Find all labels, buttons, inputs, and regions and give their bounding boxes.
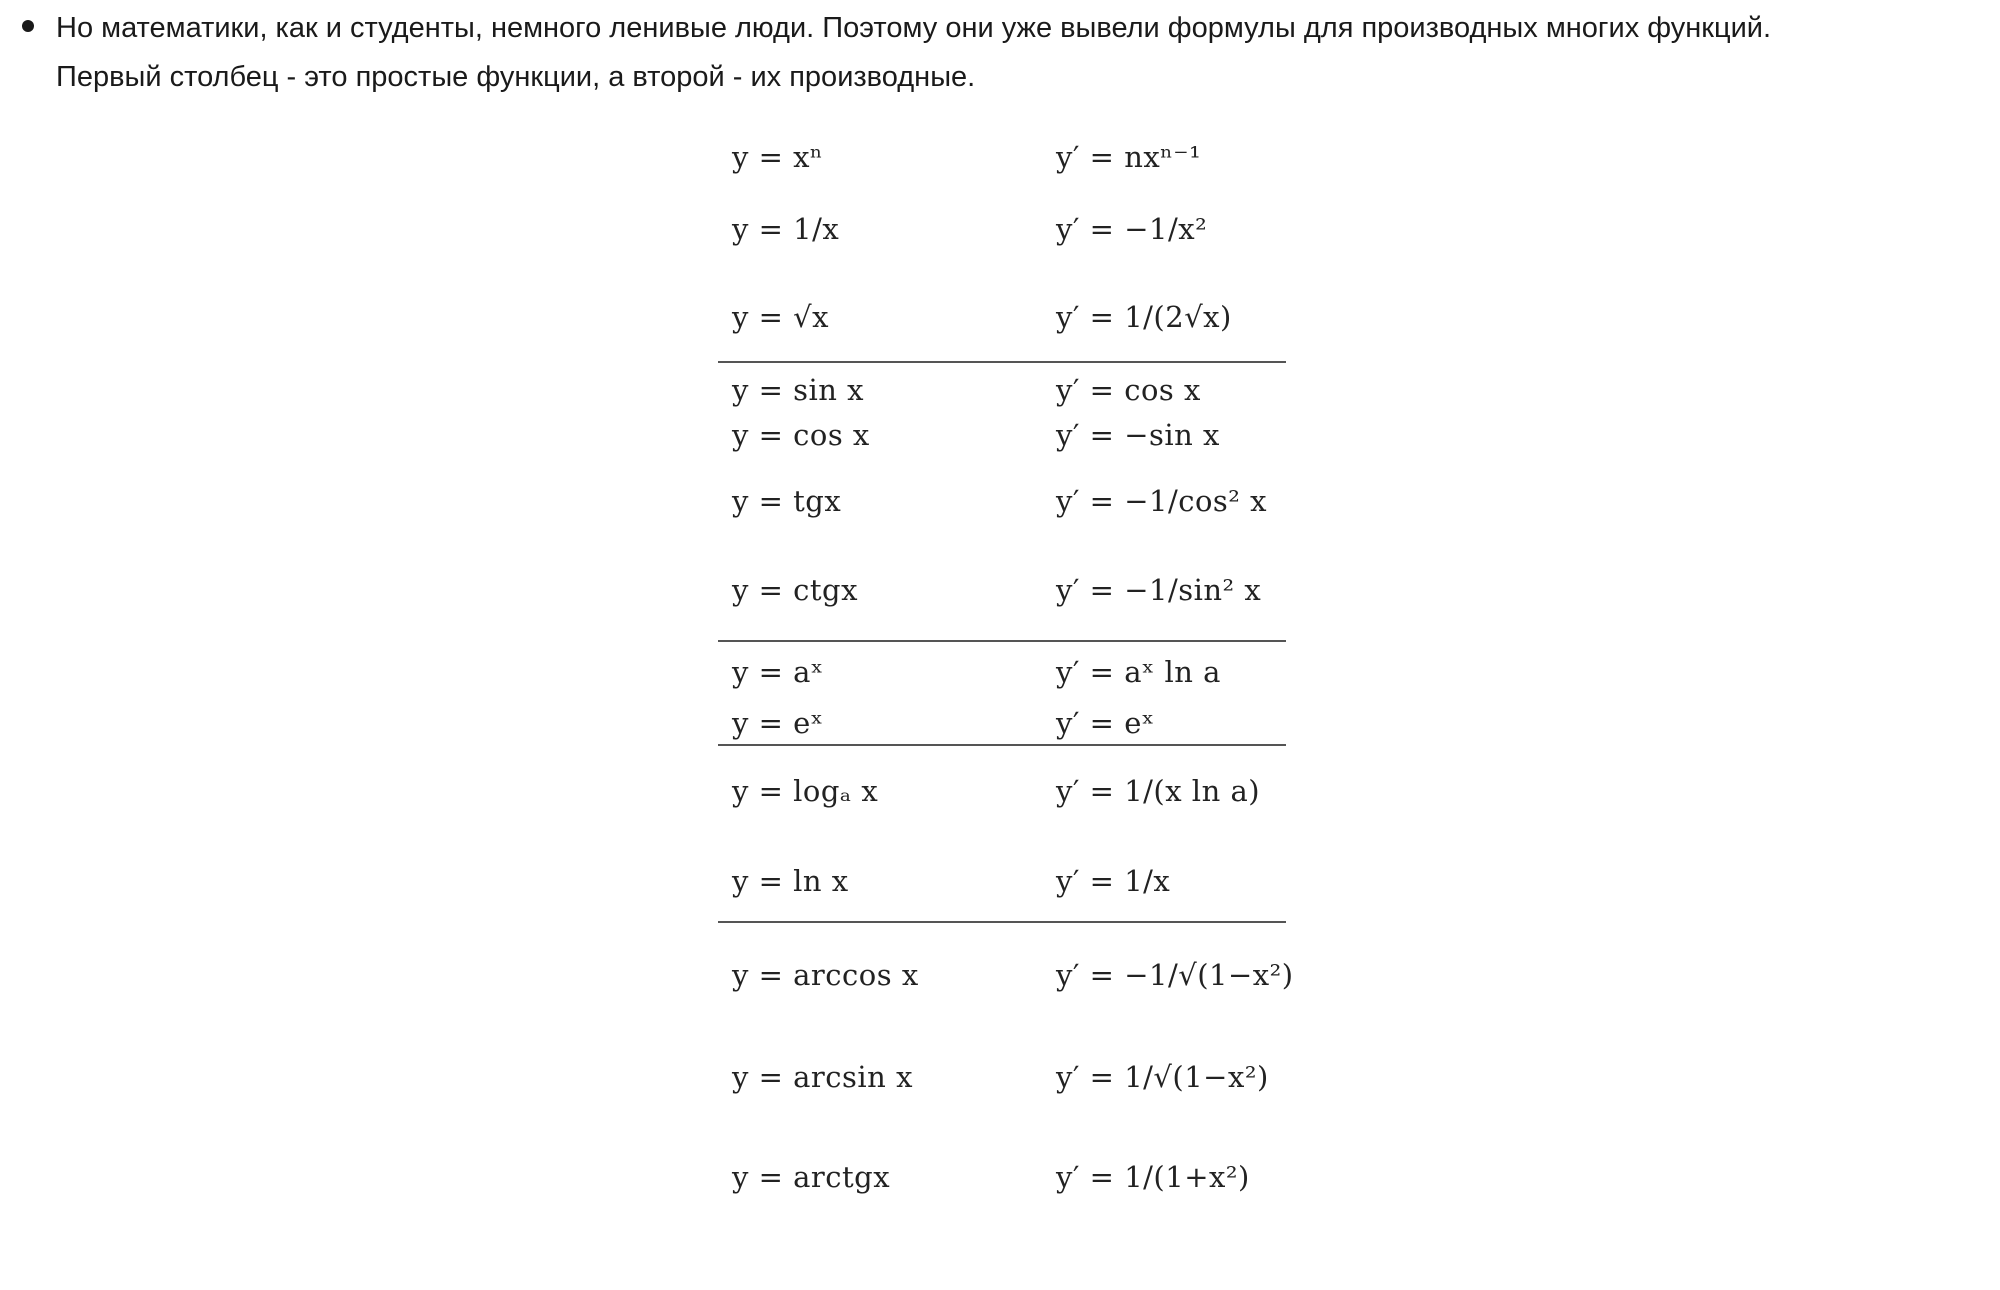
function-formula: y = arccos x: [732, 958, 919, 992]
function-formula: y = eˣ: [732, 706, 824, 740]
derivative-formula: y′ = −1/cos² x: [1056, 484, 1268, 518]
function-formula: y = arcsin x: [732, 1060, 913, 1094]
intro-line-1: Но математики, как и студенты, немного ленивые люди. Поэтому они уже вывели формулы для производных многих функций.: [56, 12, 1772, 44]
derivative-formula: y′ = eˣ: [1056, 706, 1155, 740]
function-formula: y = ctgx: [732, 573, 858, 607]
table-divider: [718, 361, 1286, 363]
bullet-item: [22, 4, 1992, 102]
table-divider: [718, 744, 1286, 746]
derivative-formula: y′ = −1/sin² x: [1056, 573, 1262, 607]
intro-line-2: Первый столбец - это простые функции, а второй - их производные.: [56, 61, 976, 93]
function-formula: y = ln x: [732, 864, 849, 898]
bullet-text: [56, 4, 1992, 102]
derivatives-table-image: [718, 120, 1294, 1220]
derivative-formula: y′ = 1/√(1−x²): [1056, 1060, 1269, 1094]
derivative-formula: y′ = aˣ ln a: [1056, 655, 1221, 689]
function-formula: y = sin x: [732, 373, 865, 407]
function-formula: y = arctgx: [732, 1160, 891, 1194]
derivative-formula: y′ = cos x: [1056, 373, 1201, 407]
derivative-formula: y′ = −1/√(1−x²): [1056, 958, 1294, 992]
function-formula: y = √x: [732, 300, 829, 334]
derivative-formula: y′ = −1/x²: [1056, 212, 1208, 246]
function-formula: y = cos x: [732, 418, 870, 452]
function-formula: y = tgx: [732, 484, 842, 518]
derivative-formula: y′ = 1/(2√x): [1056, 300, 1232, 334]
function-formula: y = aˣ: [732, 655, 824, 689]
function-formula: y = xⁿ: [732, 140, 824, 174]
function-formula: y = 1/x: [732, 212, 840, 246]
table-divider: [718, 921, 1286, 923]
bullet-dot-icon: [22, 20, 34, 32]
function-formula: y = logₐ x: [732, 774, 879, 808]
table-divider: [718, 640, 1286, 642]
derivative-formula: y′ = 1/(x ln a): [1056, 774, 1261, 808]
derivative-formula: y′ = nxⁿ⁻¹: [1056, 140, 1202, 174]
derivative-formula: y′ = 1/x: [1056, 864, 1171, 898]
derivative-formula: y′ = −sin x: [1056, 418, 1220, 452]
derivative-formula: y′ = 1/(1+x²): [1056, 1160, 1250, 1194]
